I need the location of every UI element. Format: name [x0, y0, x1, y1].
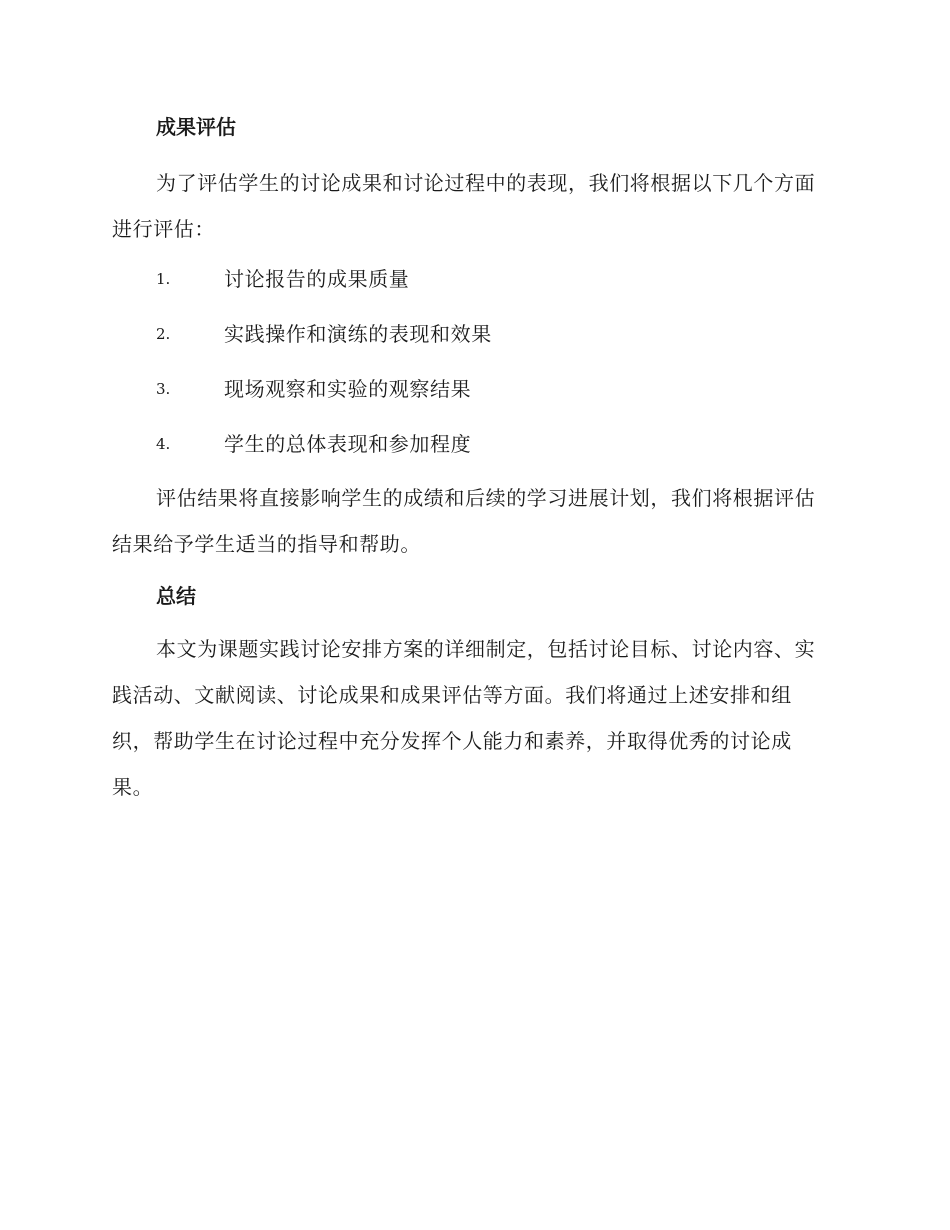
evaluation-intro-paragraph: 为了评估学生的讨论成果和讨论过程中的表现，我们将根据以下几个方面进行评估： [112, 171, 816, 241]
section-heading-evaluation: 成果评估 [156, 115, 236, 139]
list-item [112, 264, 832, 294]
list-item-number: 2. [156, 325, 171, 343]
list-item-number: 3. [156, 380, 171, 398]
list-item [112, 319, 832, 349]
section-heading-summary: 总结 [156, 584, 196, 608]
summary-paragraph: 本文为课题实践讨论安排方案的详细制定，包括讨论目标、讨论内容、实践活动、文献阅读、讨论成果和成果评估等方面。我们将通过上述安排和组织，帮助学生在讨论过程中充分发挥个人能力和素养，并取得优秀的讨论成果。 [112, 637, 816, 799]
list-item [112, 429, 832, 459]
list-item-text: 现场观察和实验的观察结果 [224, 377, 472, 401]
list-item-text: 讨论报告的成果质量 [224, 267, 410, 291]
list-item-number: 1. [156, 270, 171, 288]
list-item-text: 学生的总体表现和参加程度 [224, 432, 472, 456]
list-item-text: 实践操作和演练的表现和效果 [224, 322, 492, 346]
evaluation-outro-paragraph: 评估结果将直接影响学生的成绩和后续的学习进展计划，我们将根据评估结果给予学生适当的指导和帮助。 [112, 486, 816, 556]
list-item [112, 374, 832, 404]
list-item-number: 4. [156, 435, 171, 453]
